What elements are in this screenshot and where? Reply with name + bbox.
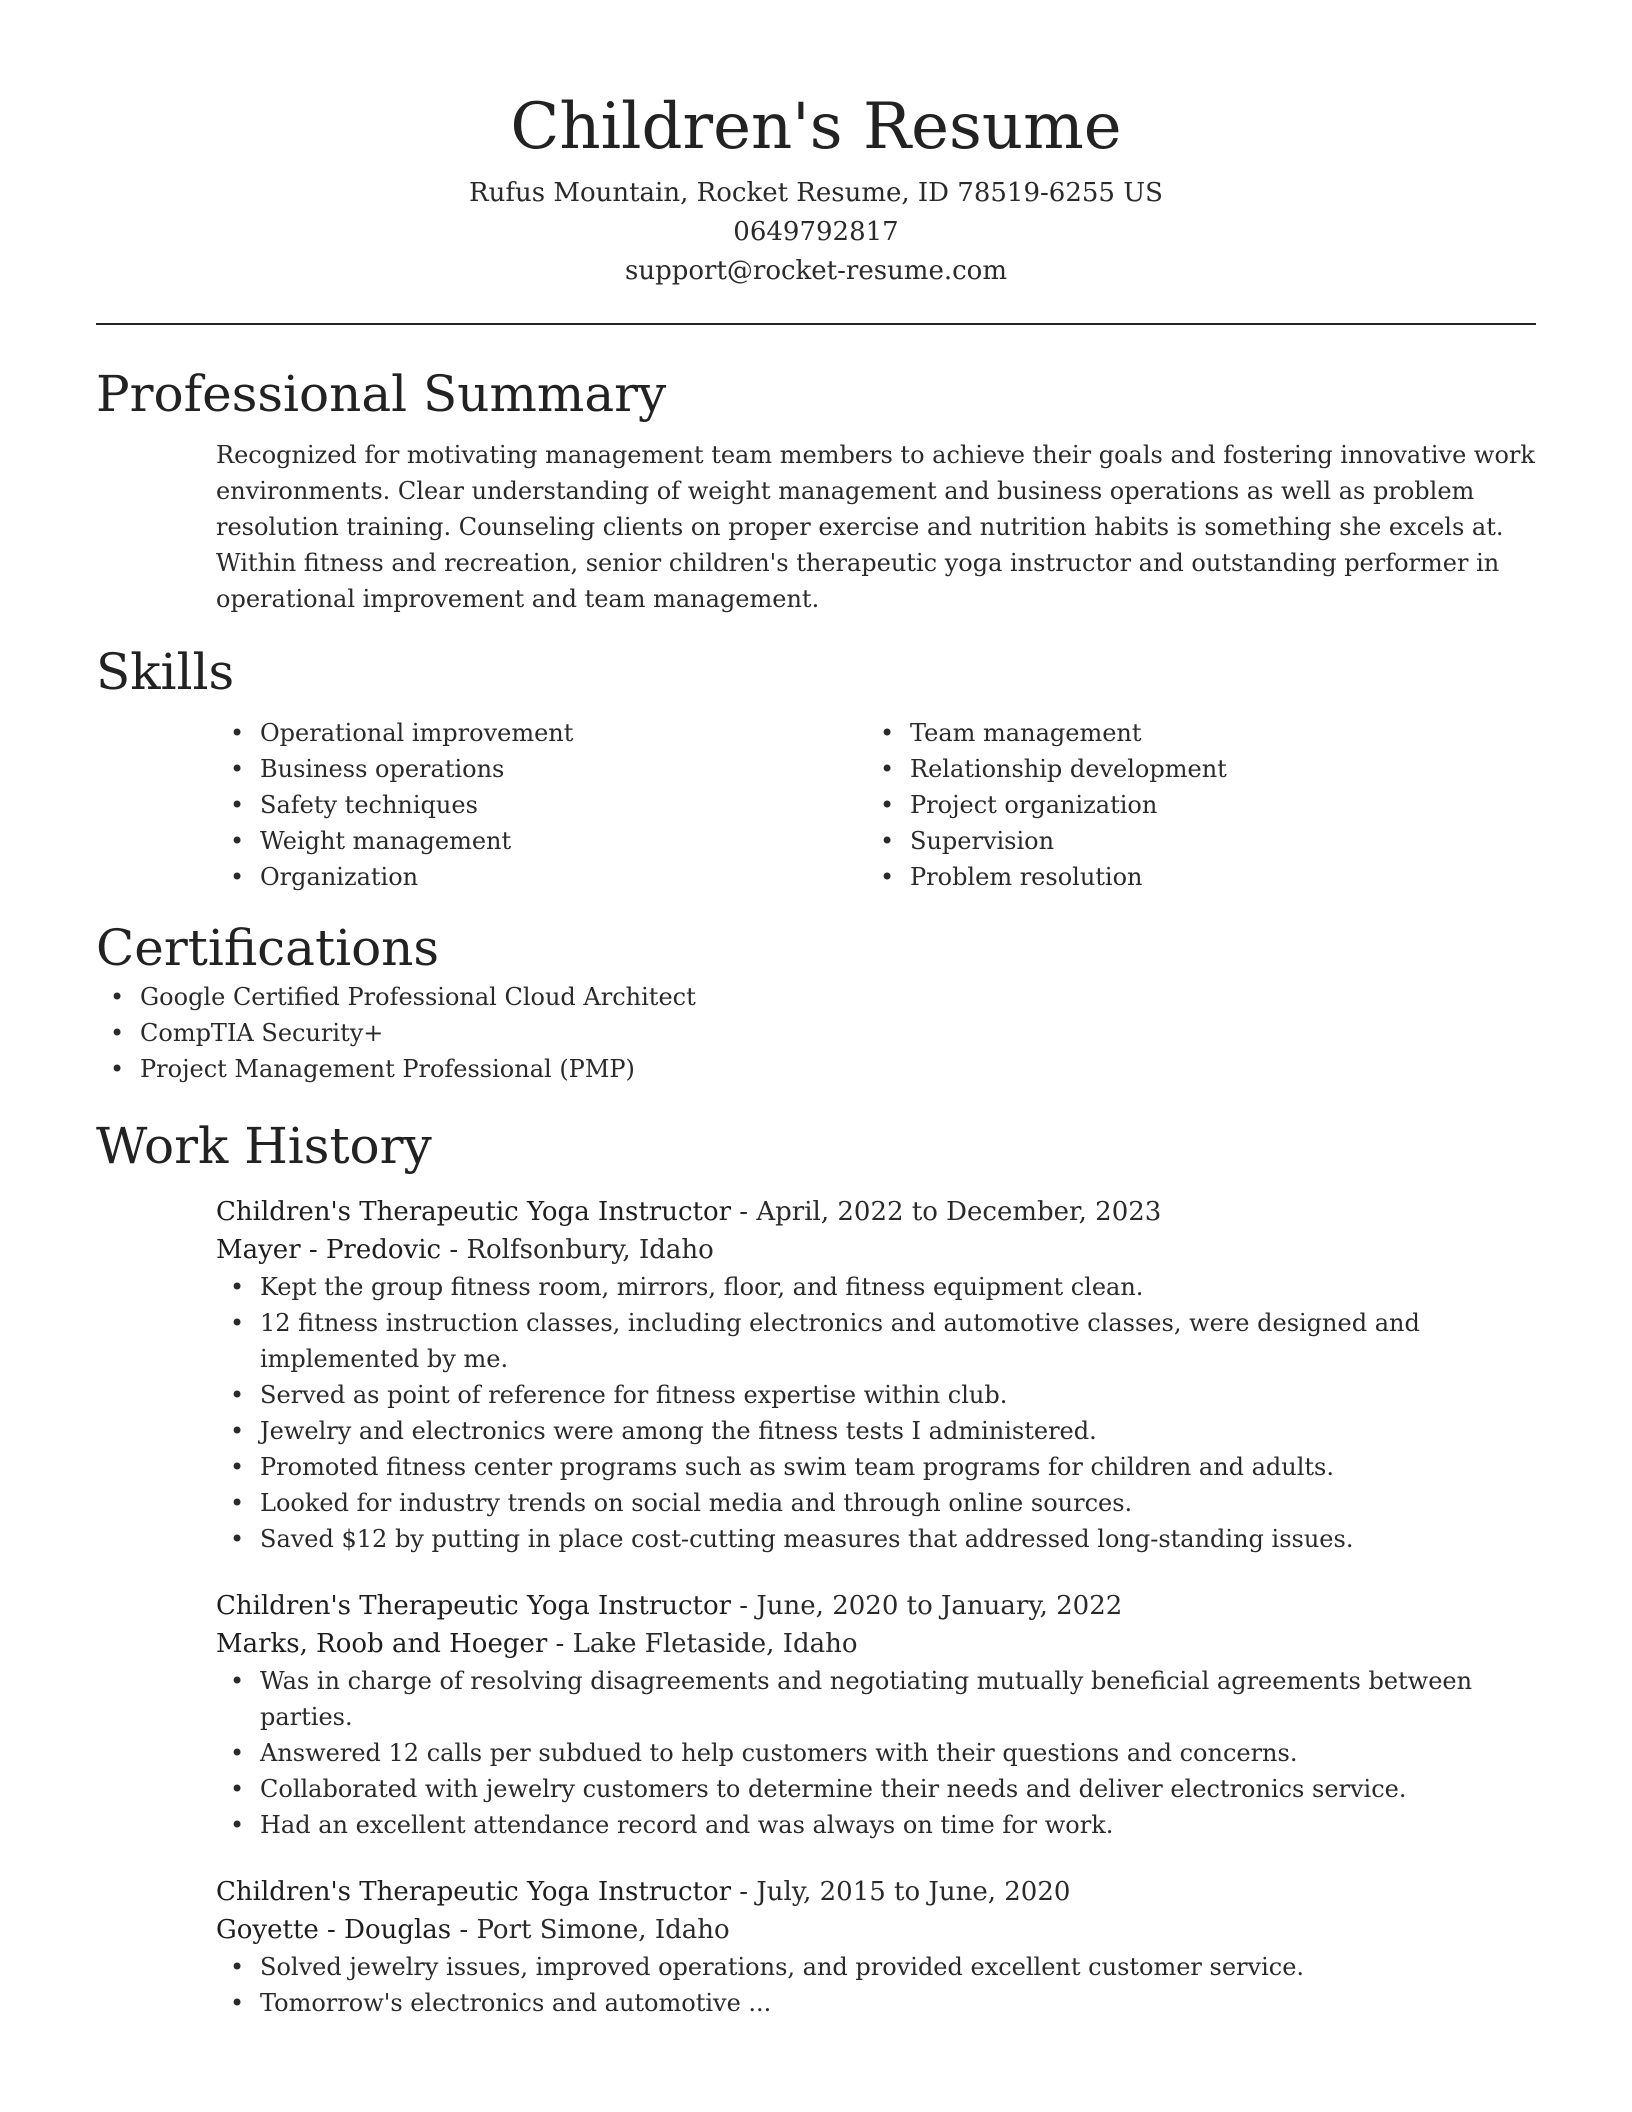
skill-item — [216, 787, 866, 823]
skill-item — [866, 715, 1516, 751]
job-company-line — [216, 1911, 1536, 1949]
job-title-line — [216, 1587, 1536, 1625]
skill-item — [216, 859, 866, 895]
separator: - — [441, 1235, 467, 1265]
skill-label: Project organization — [910, 791, 1158, 819]
summary-text: Recognized for motivating management team members to achieve their goals and fostering innovative work environments. Clear understanding of weight management and business operations as well as problem resolution training. Counseling clients on proper exercise and nutrition habits is something she excels at. Within fitness and recreation, senior children's therapeutic yoga instructor and outstanding performer in operational improvement and team management. — [216, 441, 1535, 613]
skill-item — [866, 859, 1516, 895]
skills-column-right — [866, 715, 1516, 895]
job-dates: April, 2022 to December, 2023 — [756, 1197, 1162, 1227]
job-duty-item — [216, 1807, 1536, 1843]
job-title-line — [216, 1873, 1536, 1911]
job-title-line — [216, 1193, 1536, 1231]
job-dates: June, 2020 to January, 2022 — [756, 1591, 1123, 1621]
separator: - — [547, 1629, 573, 1659]
job-duty-text: Looked for industry trends on social media and through online sources. — [260, 1489, 1133, 1517]
job-title: Children's Therapeutic Yoga Instructor — [216, 1877, 732, 1907]
header-divider — [96, 323, 1536, 325]
skill-label: Relationship development — [910, 755, 1227, 783]
job-duties-list — [216, 1949, 1536, 2021]
bullet-icon: • — [230, 1309, 245, 1337]
bullet-icon: • — [230, 1381, 245, 1409]
job-duty-item — [216, 1949, 1536, 1985]
job-location: Rolfsonbury, Idaho — [466, 1235, 714, 1265]
job-entry — [216, 1193, 1536, 1557]
skills-grid — [216, 715, 1536, 895]
bullet-icon: • — [230, 827, 245, 855]
bullet-icon: • — [230, 1667, 245, 1695]
bullet-icon: • — [880, 791, 895, 819]
job-duty-text: Collaborated with jewelry customers to determine their needs and deliver electronics service. — [260, 1775, 1407, 1803]
job-duty-text: Solved jewelry issues, improved operations, and provided excellent customer service. — [260, 1953, 1305, 1981]
job-duty-item — [216, 1305, 1536, 1377]
section-skills — [96, 641, 1536, 895]
separator: - — [451, 1915, 477, 1945]
resume-page — [96, 0, 1536, 2021]
job-company: Goyette - Douglas — [216, 1915, 452, 1945]
section-title-skills: Skills — [96, 643, 235, 701]
skills-column-left — [216, 715, 866, 895]
job-company: Mayer - Predovic — [216, 1235, 442, 1265]
section-title-summary: Professional Summary — [96, 365, 667, 423]
separator: - — [731, 1591, 757, 1621]
bullet-icon: • — [880, 755, 895, 783]
job-duty-item — [216, 1485, 1536, 1521]
certification-label: Project Management Professional (PMP) — [140, 1055, 635, 1083]
skill-label: Weight management — [260, 827, 512, 855]
bullet-icon: • — [230, 1417, 245, 1445]
job-duty-text: Had an excellent attendance record and was always on time for work. — [260, 1811, 1114, 1839]
resume-header — [96, 0, 1536, 291]
section-work-history — [96, 1115, 1536, 2021]
certification-label: Google Certified Professional Cloud Architect — [140, 983, 696, 1011]
skill-label: Team management — [910, 719, 1142, 747]
job-duties-list — [216, 1269, 1536, 1557]
skill-item — [866, 823, 1516, 859]
job-company-line — [216, 1231, 1536, 1269]
job-dates: July, 2015 to June, 2020 — [756, 1877, 1071, 1907]
bullet-icon: • — [880, 863, 895, 891]
certification-item — [96, 979, 1536, 1015]
bullet-icon: • — [230, 1953, 245, 1981]
job-duty-item — [216, 1377, 1536, 1413]
job-duty-text: Jewelry and electronics were among the fitness tests I administered. — [260, 1417, 1097, 1445]
skill-label: Organization — [260, 863, 419, 891]
section-certifications — [96, 917, 1536, 1087]
skill-label: Safety techniques — [260, 791, 478, 819]
job-duty-text: 12 fitness instruction classes, including electronics and automotive classes, were designed and implemented by me. — [260, 1309, 1420, 1373]
skill-item — [216, 715, 866, 751]
skills-list-right — [866, 715, 1516, 895]
bullet-icon: • — [230, 1453, 245, 1481]
skill-label: Operational improvement — [260, 719, 574, 747]
bullet-icon: • — [230, 1739, 245, 1767]
bullet-icon: • — [230, 719, 245, 747]
skill-item — [216, 823, 866, 859]
skill-item — [866, 751, 1516, 787]
bullet-icon: • — [880, 719, 895, 747]
job-duty-text: Saved $12 by putting in place cost-cutting measures that addressed long-standing issues. — [260, 1525, 1354, 1553]
job-duty-text: Served as point of reference for fitness expertise within club. — [260, 1381, 1008, 1409]
bullet-icon: • — [110, 1055, 125, 1083]
section-title-work-history: Work History — [96, 1117, 432, 1175]
separator: - — [731, 1877, 757, 1907]
bullet-icon: • — [230, 1811, 245, 1839]
bullet-icon: • — [880, 827, 895, 855]
section-title-certifications: Certifications — [96, 919, 440, 977]
job-location: Lake Fletaside, Idaho — [572, 1629, 858, 1659]
job-company: Marks, Roob and Hoeger — [216, 1629, 548, 1659]
job-duty-text: Promoted fitness center programs such as swim team programs for children and adults. — [260, 1453, 1334, 1481]
job-title: Children's Therapeutic Yoga Instructor — [216, 1591, 732, 1621]
job-duties-list — [216, 1663, 1536, 1843]
job-duty-item — [216, 1771, 1536, 1807]
job-duty-item — [216, 1449, 1536, 1485]
skills-list-left — [216, 715, 866, 895]
bullet-icon: • — [230, 1273, 245, 1301]
bullet-icon: • — [230, 1775, 245, 1803]
certification-label: CompTIA Security+ — [140, 1019, 384, 1047]
certification-item — [96, 1051, 1536, 1087]
bullet-icon: • — [230, 755, 245, 783]
bullet-icon: • — [230, 863, 245, 891]
job-duty-item — [216, 1735, 1536, 1771]
contact-block — [96, 174, 1536, 291]
skill-label: Business operations — [260, 755, 505, 783]
certification-item — [96, 1015, 1536, 1051]
job-duty-item — [216, 1521, 1536, 1557]
job-title: Children's Therapeutic Yoga Instructor — [216, 1197, 732, 1227]
certifications-list — [96, 979, 1536, 1087]
bullet-icon: • — [110, 1019, 125, 1047]
job-duty-text: Kept the group fitness room, mirrors, floor, and fitness equipment clean. — [260, 1273, 1144, 1301]
skill-item — [216, 751, 866, 787]
job-entry — [216, 1587, 1536, 1843]
job-duty-item — [216, 1269, 1536, 1305]
contact-email: support@rocket-resume.com — [624, 256, 1007, 286]
bullet-icon: • — [230, 1489, 245, 1517]
job-duty-item — [216, 1663, 1536, 1735]
job-duty-text: Answered 12 calls per subdued to help customers with their questions and concerns. — [260, 1739, 1298, 1767]
section-professional-summary — [96, 363, 1536, 617]
job-duty-text: Tomorrow's electronics and automotive ... — [260, 1989, 772, 2017]
job-duty-item — [216, 1985, 1536, 2021]
bullet-icon: • — [230, 1525, 245, 1553]
bullet-icon: • — [230, 791, 245, 819]
bullet-icon: • — [110, 983, 125, 1011]
job-location: Port Simone, Idaho — [476, 1915, 730, 1945]
job-company-line — [216, 1625, 1536, 1663]
bullet-icon: • — [230, 1989, 245, 2017]
resume-name: Children's Resume — [510, 90, 1122, 164]
job-entry — [216, 1873, 1536, 2021]
skill-label: Problem resolution — [910, 863, 1143, 891]
separator: - — [731, 1197, 757, 1227]
job-duty-text: Was in charge of resolving disagreements and negotiating mutually beneficial agreements between parties. — [260, 1667, 1473, 1731]
skill-label: Supervision — [910, 827, 1055, 855]
contact-phone: 0649792817 — [733, 217, 899, 247]
job-duty-item — [216, 1413, 1536, 1449]
skill-item — [866, 787, 1516, 823]
contact-address: Rufus Mountain, Rocket Resume, ID 78519-6255 US — [469, 178, 1163, 208]
